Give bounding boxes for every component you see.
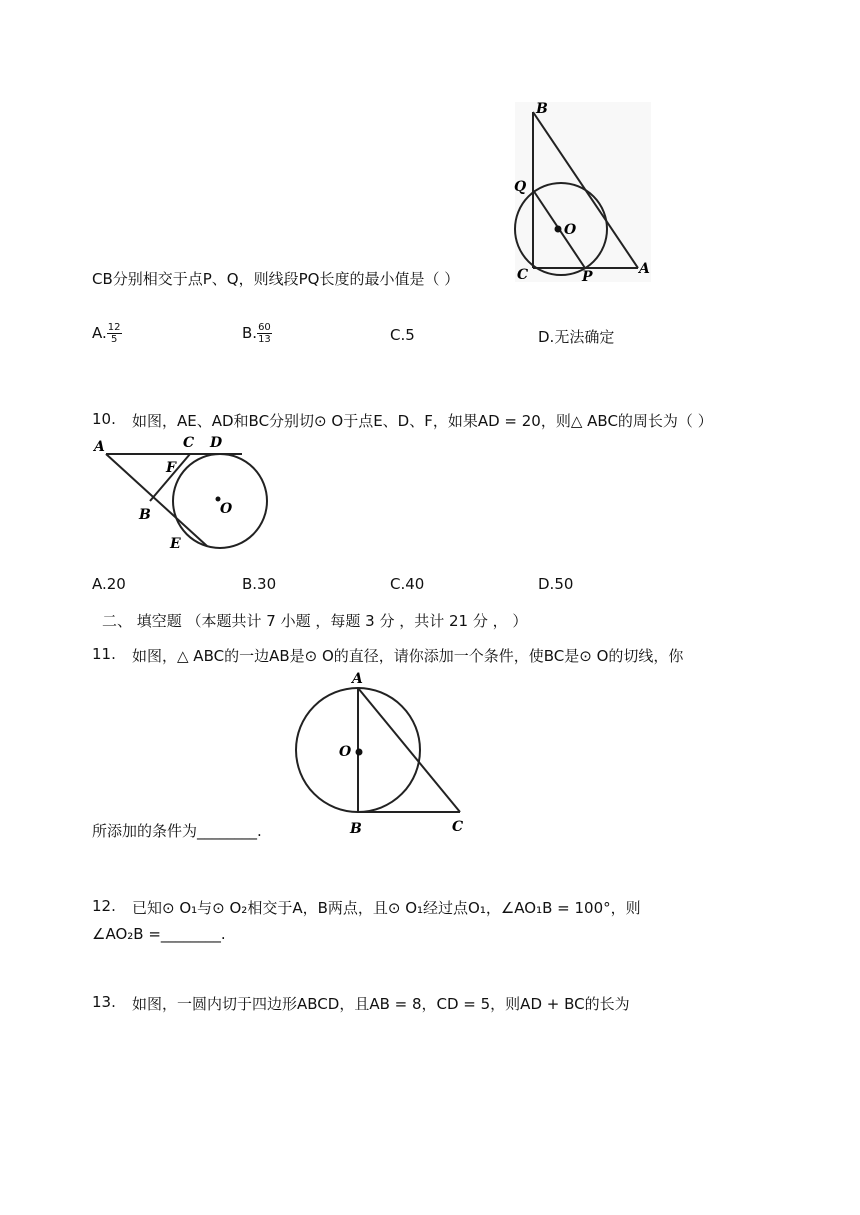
q10-option-b: B.30 [242, 575, 277, 593]
q11-figure [290, 668, 480, 840]
q11-label-a: A [352, 671, 363, 687]
q12-line2: ∠AO₂B =________. [92, 925, 226, 943]
q9-option-a-numerator: 12 [107, 322, 121, 333]
q11-number: 11. [92, 645, 116, 663]
q10-option-a: A.20 [92, 575, 126, 593]
q13-number: 13. [92, 993, 116, 1011]
section-2-title: 二、 填空题 （本题共计 7 小题 ，每题 3 分 ，共计 21 分 ， ） [102, 612, 528, 630]
q10-stem: 如图，AE、AD和BC分别切⊙ O于点E、D、F，如果AD = 20，则△ ABC的周长为（ ） [132, 412, 713, 430]
q9-option-d: D.无法确定 [538, 328, 615, 346]
q9-option-b-fraction [257, 322, 272, 345]
q9-option-b-numerator: 60 [258, 322, 271, 333]
q11-label-o: O [339, 744, 352, 760]
q9-option-b-denominator: 13 [258, 334, 271, 345]
q9-option-c: C.5 [390, 326, 415, 344]
q10-label-a: A [94, 439, 105, 455]
q9-label-b: B [536, 101, 548, 117]
q9-label-p: P [582, 269, 593, 285]
q9-option-a [92, 322, 122, 345]
q10-label-d: D [210, 435, 223, 451]
q13-stem: 如图，一圆内切于四边形ABCD，且AB = 8，CD = 5，则AD + BC的长为 [132, 995, 630, 1013]
q9-label-a: A [639, 261, 650, 277]
q9-option-a-denominator: 5 [110, 334, 118, 345]
q12-number: 12. [92, 897, 116, 915]
q10-number: 10. [92, 410, 116, 428]
q10-label-f: F [166, 460, 176, 476]
q11-label-b: B [350, 821, 362, 837]
q9-label-o: O [564, 222, 577, 238]
q10-label-e: E [170, 536, 181, 552]
q9-label-q: Q [514, 179, 527, 195]
q11-label-c: C [452, 819, 464, 835]
q9-figure [505, 98, 655, 288]
q10-label-c: C [183, 435, 195, 451]
q9-option-b [242, 322, 272, 345]
q9-option-b-label: B. [242, 324, 258, 342]
q11-answer-line: 所添加的条件为________. [92, 822, 262, 840]
q10-option-d: D.50 [538, 575, 574, 593]
q10-option-c: C.40 [390, 575, 425, 593]
q11-stem: 如图，△ ABC的一边AB是⊙ O的直径，请你添加一个条件，使BC是⊙ O的切线，你 [132, 647, 684, 665]
q10-figure [92, 432, 277, 560]
q10-label-b: B [139, 507, 151, 523]
q9-label-c: C [517, 267, 529, 283]
q9-stem: CB分别相交于点P、Q，则线段PQ长度的最小值是（ ） [92, 270, 460, 288]
q9-option-a-label: A. [92, 324, 107, 342]
q10-label-o: O [220, 501, 233, 517]
q9-option-a-fraction [107, 322, 122, 345]
q12-line1: 已知⊙ O₁与⊙ O₂相交于A，B两点，且⊙ O₁经过点O₁，∠AO₁B = 100°，则 [132, 899, 641, 917]
